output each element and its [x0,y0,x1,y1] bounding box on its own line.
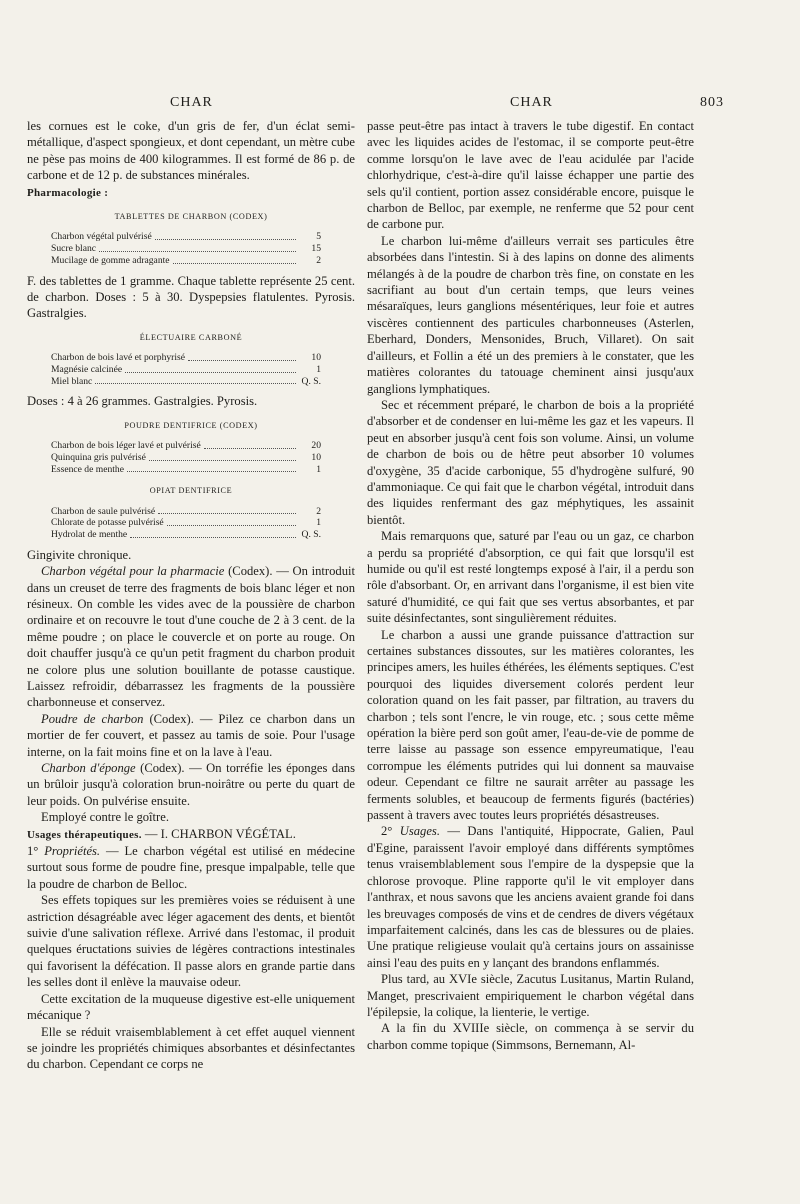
paragraph [27,843,355,892]
recipe-item [51,529,355,541]
section-heading [27,826,355,843]
recipe-list [51,506,355,541]
paragraph: Ses effets topiques sur les premières voies se réduisent à une astriction désagréable avec léger agacement des dents, et bientôt suivie d'une salivation réflexe. Arrivé dans l'estomac, il produit quelques éructations suivies de légères contractions intestinales qui favorisent la défécation. Il passe alors en grande partie dans les selles dont il enlève la mauvaise odeur. [27,893,355,990]
ingredient: Quinquina gris pulvérisé [51,451,146,463]
paragraph: passe peut-être pas intact à travers le tube digestif. En contact avec les liquides acides de l'estomac, il se comporte peut-être comme lorsqu'on le lave avec de l'eau acidulée par l'acide chlorhydrique, c'est-à-dire qu'il laisse échapper une partie des sels qu'il contient, portion assez considérable encore, puisque le charbon de Belloc, par exemple, ne renferme que 52 pour cent de carbone pur. [367,119,694,232]
quantity: 5 [316,231,321,243]
usages-heading: Usages thérapeutiques. [27,828,142,841]
numbering: 2° [381,824,400,839]
quantity: 1 [316,463,321,475]
recipe-item [51,440,355,452]
paragraph: Mais remarquons que, saturé par l'eau ou un gaz, ce charbon a perdu sa propriété d'absorption, ce qui fait que lorsqu'il est humide ou qu'il est resté longtemps exposé à l'air, il a perdu son rôle d'absorbant. Or, en arrivant dans l'organisme, il est bien vite saturé d'humidité, ce qui fait que ses vertus absorbantes, et par suite désinfectantes, sont singulièrement réduites. [367,529,694,626]
entry-title: Poudre de charbon [41,711,144,726]
recipe-item [51,376,355,388]
ingredient: Essence de menthe [51,463,124,475]
recipe-item [51,506,355,518]
ingredient: Miel blanc [51,375,93,387]
ingredient: Mucilage de gomme adragante [51,254,170,266]
entry-title: Usages. [399,824,440,839]
quantity: 10 [311,451,321,463]
ingredient: Charbon de bois lavé et porphyrisé [51,352,186,364]
entry-text: — Le charbon végétal est utilisé en médecine surtout sous forme de poudre fine, presque impalpable, telle que la poudre de charbon de Belloc. [27,844,355,891]
entry-text: — Dans l'antiquité, Hippocrate, Galien, Paul d'Egine, paraissent l'avoir employé dans différents symptômes tenus vraisemblablement sous l'empire de la dyspepsie que la chlorose provoque. Pline rapporte qu'il le vit employer dans l'anthrax, et nous savons que les anciens avaient grande foi dans les breuvages composés de vins et de cendres de divers végétaux imparfaitement calcinés, dans les cas de blessures ou de plaies. Une pratique religieuse voulait qu'à certains jours on assainisse ainsi l'eau des puits en y lançant des brandons enflammés. [367,824,694,970]
quantity: 10 [311,352,321,364]
ingredient: Magnésie calcinée [51,363,123,375]
leader-dots [125,364,296,373]
leader-dots [188,352,296,361]
leader-dots [99,243,296,252]
entry-text: (Codex). — On introduit dans un creuset de terre des fragments de bois blanc léger et non résineux. On comble les vides avec de la poussière de charbon ordinaire et on recouvre le tout d'une couche de 2 à 3 cent. de la même poudre ; on place le couvercle et on porte au rouge. On doit chauffer jusqu'à ce qu'un petit fragment du charbon produit ne colore plus une solution bouillante de potasse caustique. Laissez refroidir, débarrassez les fragments de la poussière charbonneuse et conservez. [27,564,355,710]
leader-dots [167,517,296,526]
recipe-title: OPIAT DENTIFRICE [149,486,233,496]
leader-dots [158,506,296,515]
leader-dots [127,464,296,473]
paragraph: Le charbon lui-même d'ailleurs verrait ses particules être absorbées dans l'intestin. Si à des lapins on donne des aliments mélangés à de la poudre de charbon très fine, on constate en les sacrifiant au bout d'un certain temps, que leurs veines mésaraïques, leurs ganglions mésentériques, leur foie et autres viscères contiennent des particules charbonneuses (Asterlen, Eberhard, Donders, Mensonides, Bruch, Villaret). On sait d'ailleurs, et Follin a été un des premiers à le constater, que les matières colorantes du tatouage cheminent ainsi jusqu'aux ganglions lymphatiques. [367,233,694,396]
page-number: 803 [700,95,724,110]
leader-dots [95,376,296,385]
paragraph: Gingivite chronique. [27,547,132,562]
quantity: 2 [316,254,321,266]
quantity: 1 [316,517,321,529]
leader-dots [130,529,296,538]
recipe-item [51,352,355,364]
paragraph: les cornues est le coke, d'un gris de fer, d'un éclat semi-métallique, d'aspect spongieux, et dont cependant, un mètre cube ne pèse pas moins de 400 kilogrammes. Il est formé de 86 p. de carbone et de 12 p. de substances minérales. [27,119,355,183]
leader-dots [149,452,296,461]
entry-text: (Codex). — On torréfie les éponges dans un brûloir jusqu'à coloration brun-noirâtre ou perte du quart de leur poids. On pulvérise ensuite. [27,761,355,808]
paragraph [27,711,355,760]
usages-subheading: — I. CHARBON VÉGÉTAL. [141,826,296,841]
recipe-item [51,517,355,529]
quantity: 20 [311,440,321,452]
recipe-item [51,243,355,255]
recipe-item [51,364,355,376]
paragraph [27,563,355,711]
section-heading [27,184,355,201]
leader-dots [173,255,296,264]
recipe-item [51,452,355,464]
paragraph: Sec et récemment préparé, le charbon de bois a la propriété d'absorber et de condenser en lui-même les gaz et les vapeurs. Il peut en absorber jusqu'à cent fois son volume. Ainsi, un volume de charbon de bois ou de hêtre peut absorber 10 volumes d'oxygène, 35 d'acide carbonique, 55 d'hydrogène sulfuré, 90 d'ammoniaque. Ce qui fait que le charbon végétal, introduit dans des liquides renfermant des gaz méphytiques, les assainit bientôt. [367,397,694,527]
paragraph [27,760,355,809]
paragraph: F. des tablettes de 1 gramme. Chaque tablette représente 25 cent. de charbon. Doses : 5 à 30. Dyspepsies flatulentes. Pyrosis. Gastralgies. [27,273,355,321]
ingredient: Chlorate de potasse pulvérisé [51,517,164,529]
recipe-item [51,255,355,267]
running-head-right: CHAR [510,95,553,110]
pharmacologie-heading: Pharmacologie : [27,186,109,199]
paragraph: Employé contre le goître. [41,810,169,825]
paragraph: Cette excitation de la muqueuse digestive est-elle uniquement mécanique ? [27,991,355,1023]
ingredient: Charbon végétal pulvérisé [51,231,152,243]
left-column [27,118,355,1073]
recipe-title: TABLETTES DE CHARBON (CODEX) [114,212,268,222]
paragraph: Elle se réduit vraisemblablement à cet effet auquel viennent se joindre les propriétés chimiques absorbantes et désinfectantes du charbon. Cependant ce corps ne [27,1024,355,1072]
leader-dots [204,440,296,449]
quantity: 2 [316,505,321,517]
recipe-list [51,352,355,387]
quantity: Q. S. [301,529,321,541]
recipe-list [51,231,355,266]
paragraph: A la fin du XVIIIe siècle, on commença à se servir du charbon comme topique (Simmsons, Bernemann, Al- [367,1021,694,1052]
numbering: 1° [27,844,45,859]
paragraph: Plus tard, au XVIe siècle, Zacutus Lusitanus, Martin Ruland, Manget, prescrivaient empiriquement le charbon végétal dans l'épilepsie, la colique, la lienterie, le vertige. [367,972,694,1019]
recipe-item [51,464,355,476]
entry-title: Charbon d'éponge [41,761,136,775]
entry-title: Propriétés. [44,844,101,859]
recipe-list [51,440,355,475]
paragraph: Doses : 4 à 26 grammes. Gastralgies. Pyrosis. [27,394,258,409]
ingredient: Sucre blanc [51,243,97,255]
ingredient: Charbon de saule pulvérisé [51,505,156,517]
right-column [367,118,694,1053]
recipe-title: ÉLECTUAIRE CARBONÉ [139,332,243,342]
entry-text: (Codex). — Pilez ce charbon dans un mortier de fer couvert, et passez au tamis de soie. Pour l'usage interne, on la fait moins fine et on la lave à l'eau. [27,711,355,759]
paragraph: Le charbon a aussi une grande puissance d'attraction sur certaines substances dissoutes, sur les matières colorantes, les principes amers, les huiles éthérées, les éléments septiques. C'est pourquoi des liquides diversement colorés perdent leur coloration quand on les fait passer, par filtration, au travers du charbon ; tels sont l'encre, le vin rouge, etc. ; sous cette même opération la bière perd son goût amer, l'eau-de-vie de pomme de terre laisse au passage son essence empyreumatique, l'eau corrompue les éléments putrides qui lui donnent sa mauvaise odeur. Cependant ce filtre ne saurait arrêter au passage les ferments solubles, et beaucoup de ferments figurés (bactéries) passent à travers avec toutes leurs propriétés désastreuses. [367,627,694,823]
leader-dots [155,231,296,240]
entry-title: Charbon végétal pour la pharmacie [41,564,225,579]
quantity: Q. S. [301,375,321,387]
quantity: 1 [316,363,321,375]
running-head-left: CHAR [170,95,213,110]
paragraph [367,823,694,971]
quantity: 15 [311,243,321,255]
ingredient: Hydrolat de menthe [51,529,128,541]
recipe-item [51,231,355,243]
recipe-title: POUDRE DENTIFRICE (CODEX) [124,420,258,430]
ingredient: Charbon de bois léger lavé et pulvérisé [51,440,201,452]
